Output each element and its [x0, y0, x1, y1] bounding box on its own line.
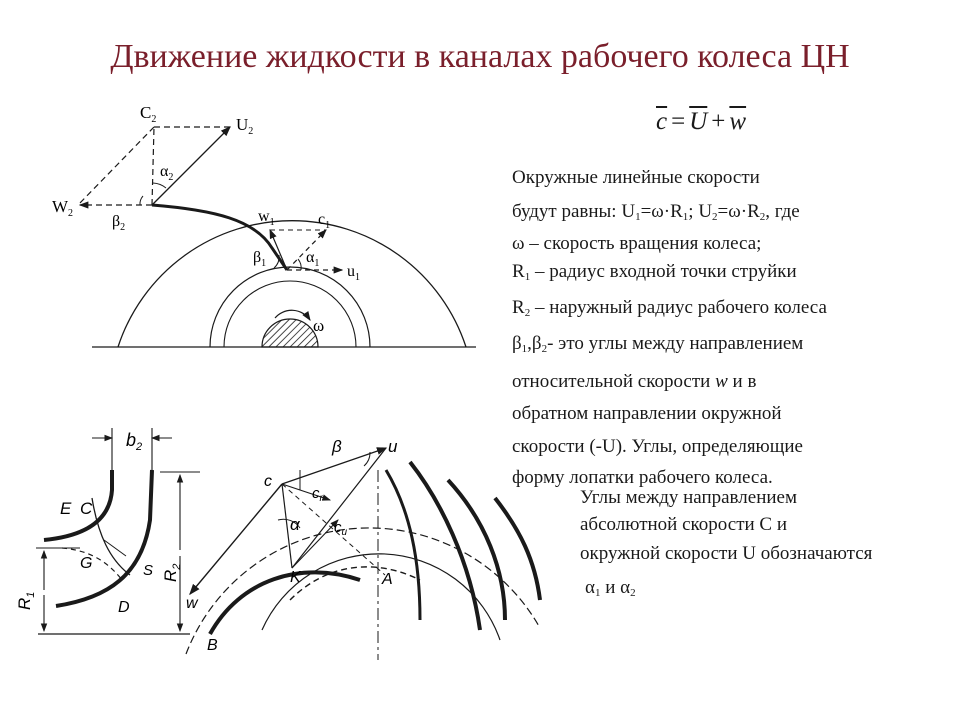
text-line-11: Углы между направлением	[580, 487, 797, 508]
label-c: c	[264, 473, 272, 490]
label-alpha2: $\alpha_2$	[160, 163, 174, 183]
text-line-7: относительной скорости w и в	[512, 371, 757, 392]
formula-equals: =	[671, 108, 686, 135]
text-line-2: будут равны: $U_1=\omega\cdot R_1$; $U_2=\omega\cdot R_2$, где	[512, 201, 800, 223]
label-r1: $R_1$	[15, 591, 37, 610]
label-d: D	[118, 599, 130, 616]
text-line-14: $\alpha_1$ и $\alpha_2$	[585, 577, 636, 599]
label-c: C	[80, 499, 93, 518]
formula-u: $\overline{U}$	[689, 108, 708, 135]
label-beta: β	[332, 437, 342, 456]
page-title: Движение жидкости в каналах рабочего колеса ЦН	[110, 38, 850, 75]
label-omega: ω	[313, 316, 325, 335]
label-alpha1: $\alpha_1$	[306, 249, 320, 269]
c-u-line	[292, 448, 386, 568]
label-r2: $R_2$	[161, 563, 183, 582]
text-line-5: $R_2$ – наружный радиус рабочего колеса	[512, 297, 827, 319]
text-line-3: ω – скорость вращения колеса;	[512, 233, 762, 254]
text-line-12: абсолютной скорости С и	[580, 514, 788, 535]
label-c1: $c_1$	[318, 211, 331, 231]
label-alpha: α	[290, 515, 300, 534]
text-line-6: $\beta_1,\beta_2-$ это углы между направлением	[512, 333, 804, 355]
text-line-10: форму лопатки рабочего колеса.	[512, 467, 773, 488]
label-b: B	[207, 637, 218, 654]
label-a: A	[382, 571, 393, 588]
label-w: w	[186, 595, 198, 612]
label-u2: $U_2$	[236, 115, 254, 137]
label-s: S	[143, 562, 154, 579]
text-line-9: скорости (-U). Углы, определяющие	[512, 436, 803, 457]
w-vector	[190, 484, 282, 594]
label-cu: $c_u$	[334, 519, 348, 538]
label-u1: $u_1$	[347, 263, 360, 283]
label-cr: $c_r$	[312, 485, 323, 504]
label-b2: $b_2$	[126, 430, 143, 453]
text-line-1: Окружные линейные скорости	[512, 167, 760, 188]
blade-1	[210, 572, 360, 634]
label-beta1: $\beta_1$	[253, 249, 267, 269]
formula-w: $\overline{w}$	[729, 108, 747, 135]
text-line-8: обратном направлении окружной	[512, 403, 782, 424]
outer-dashed-arc	[186, 528, 540, 654]
label-e: E	[60, 499, 72, 518]
label-w2: $W_2$	[52, 197, 74, 219]
label-u: u	[388, 437, 398, 456]
formula-plus: +	[711, 108, 726, 135]
text-line-13: окружной скорости U обозначаются	[580, 543, 873, 564]
label-beta2: $\beta_2$	[112, 213, 126, 233]
label-c2: $C_2$	[140, 103, 157, 125]
label-g: G	[80, 555, 93, 572]
formula-c: $\overline{c}$	[656, 108, 668, 135]
blade-5	[386, 470, 420, 620]
label-w1: $w_1$	[258, 208, 275, 228]
text-line-4: $R_1$ – радиус входной точки струйки	[512, 261, 797, 283]
label-k: K	[290, 569, 301, 586]
